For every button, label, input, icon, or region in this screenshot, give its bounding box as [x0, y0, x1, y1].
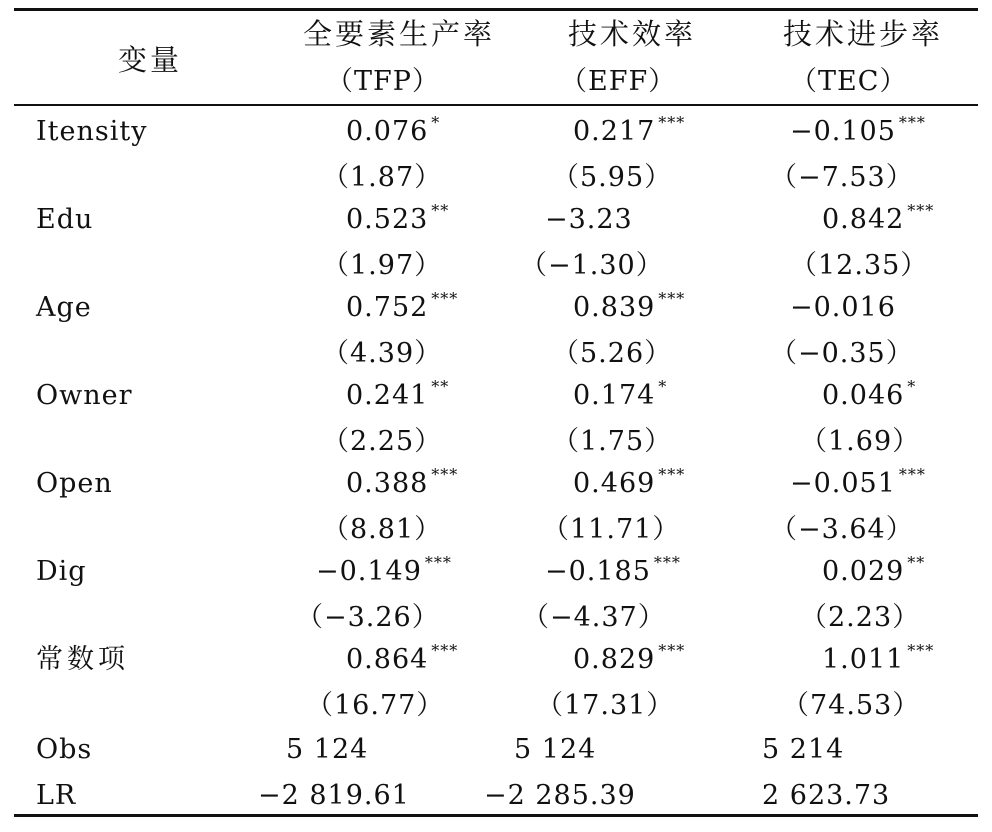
- coef-cell: 0.469 ***: [573, 465, 686, 499]
- coef-cell: 0.046 *: [822, 377, 917, 411]
- coef-cell: 0.839 ***: [573, 289, 686, 323]
- row-label: Open: [36, 468, 113, 499]
- col1-abbr: （TFP）: [326, 66, 440, 97]
- tstat-cell: （5.95）: [552, 162, 673, 193]
- tstat-cell: （5.26）: [552, 338, 673, 369]
- tstat-cell: （11.71）: [542, 514, 681, 545]
- tstat-cell: （2.23）: [800, 602, 921, 633]
- tstat-cell: （8.81）: [322, 514, 443, 545]
- coef-cell: 0.174 *: [573, 377, 668, 411]
- tstat-cell: （1.75）: [552, 426, 673, 457]
- lr-value: −2 819.61: [258, 780, 410, 811]
- col2-abbr: （EFF）: [560, 66, 677, 97]
- tstat-cell: （1.87）: [322, 162, 443, 193]
- coef-cell: 0.217 ***: [573, 113, 686, 147]
- coef-cell: 0.241 **: [346, 377, 450, 411]
- tstat-cell: （2.25）: [322, 426, 443, 457]
- lr-value: −2 285.39: [484, 780, 636, 811]
- coef-cell: 0.752 ***: [346, 289, 459, 323]
- row-label: 常数项: [36, 644, 129, 675]
- lr-value: 2 623.73: [762, 780, 891, 811]
- col2-name: 技术效率: [568, 17, 697, 51]
- coef-cell: −0.051 ***: [790, 465, 926, 499]
- tstat-cell: （−7.53）: [770, 162, 914, 193]
- coef-cell: 1.011 ***: [822, 641, 935, 675]
- row-label: Age: [36, 292, 92, 323]
- row-label: Owner: [36, 380, 133, 411]
- tstat-cell: （−0.35）: [770, 338, 914, 369]
- tstat-cell: （−3.64）: [770, 514, 914, 545]
- tstat-cell: （−3.26）: [296, 602, 440, 633]
- variable-header: 变量: [118, 43, 183, 77]
- row-label: Dig: [36, 556, 87, 587]
- coef-cell: 0.076 *: [346, 113, 441, 147]
- bottom-rule: [14, 814, 978, 817]
- coef-cell: −3.23: [545, 204, 633, 235]
- obs-label: Obs: [36, 734, 93, 765]
- row-label: Edu: [36, 204, 94, 235]
- col3-name: 技术进步率: [783, 17, 944, 51]
- tstat-cell: （−1.30）: [520, 250, 664, 281]
- tstat-cell: （4.39）: [322, 338, 443, 369]
- obs-value: 5 214: [762, 734, 845, 765]
- top-rule: [14, 8, 978, 11]
- tstat-cell: （17.31）: [536, 690, 675, 721]
- coef-cell: 0.864 ***: [346, 641, 459, 675]
- tstat-cell: （1.69）: [800, 426, 921, 457]
- tstat-cell: （16.77）: [306, 690, 445, 721]
- row-label: Itensity: [36, 116, 148, 147]
- coef-cell: −0.016: [790, 292, 896, 323]
- coef-cell: −0.185 ***: [545, 553, 681, 587]
- tstat-cell: （74.53）: [782, 690, 921, 721]
- coef-cell: 0.029 **: [822, 553, 926, 587]
- tstat-cell: （12.35）: [790, 250, 929, 281]
- header-rule: [14, 104, 978, 106]
- lr-label: LR: [36, 780, 77, 811]
- coef-cell: −0.149 ***: [316, 553, 452, 587]
- coef-cell: 0.842 ***: [822, 201, 935, 235]
- obs-value: 5 124: [514, 734, 597, 765]
- coef-cell: 0.388 ***: [346, 465, 459, 499]
- coef-cell: 0.829 ***: [573, 641, 686, 675]
- col3-abbr: （TEC）: [790, 66, 908, 97]
- coef-cell: 0.523 **: [346, 201, 450, 235]
- coef-cell: −0.105 ***: [790, 113, 926, 147]
- tstat-cell: （−4.37）: [522, 602, 666, 633]
- tstat-cell: （1.97）: [322, 250, 443, 281]
- col1-name: 全要素生产率: [303, 17, 496, 51]
- obs-value: 5 124: [286, 734, 369, 765]
